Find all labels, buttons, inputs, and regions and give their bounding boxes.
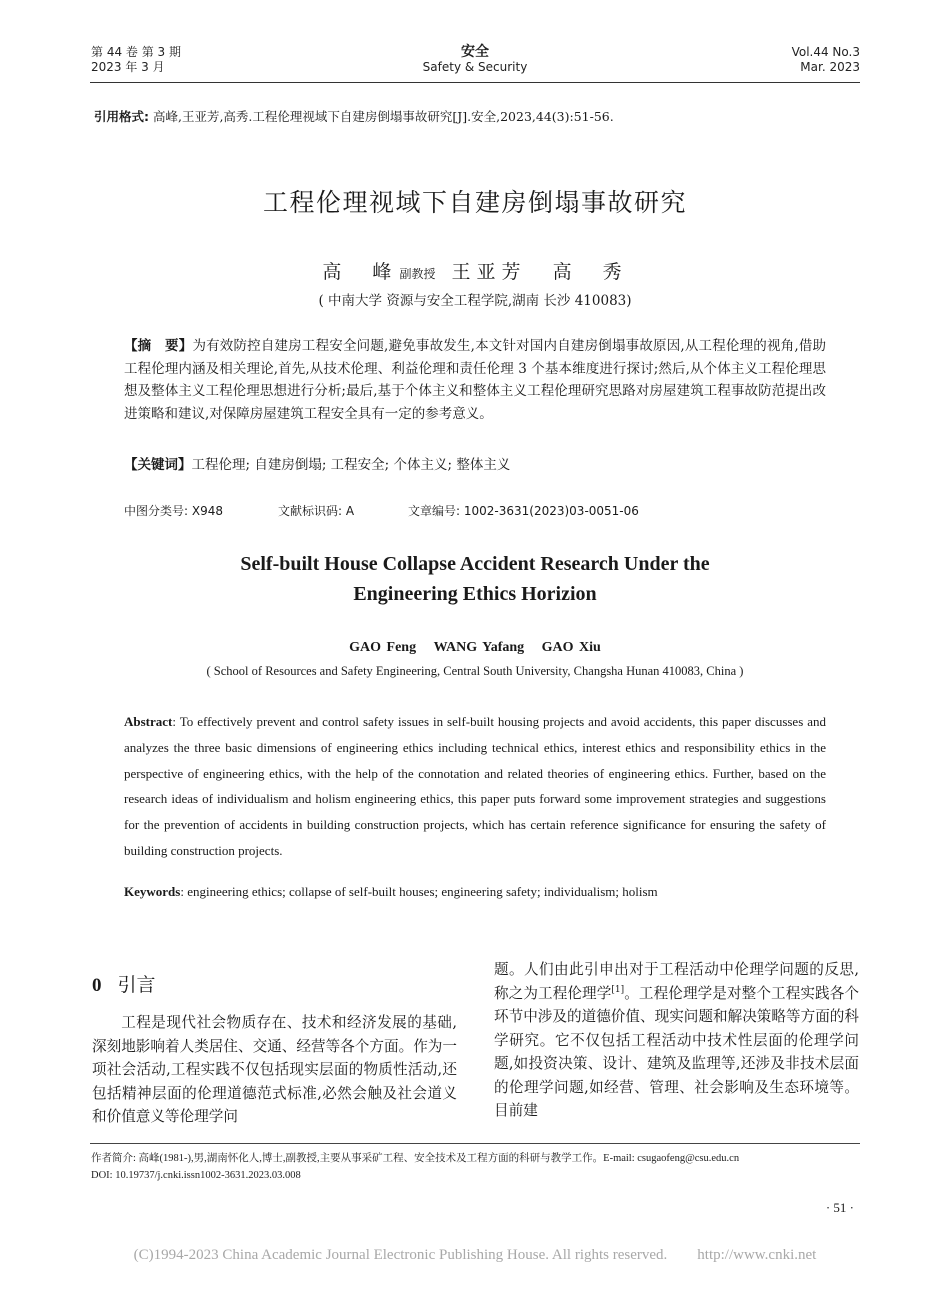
abstract-cn [124, 335, 826, 425]
keywords-text-cn: 工程伦理; 自建房倒塌; 工程安全; 个体主义; 整体主义 [191, 457, 511, 473]
body-text: 题。人们由此引申出对于工程活动中伦理学问题的反思,称之为工程伦理学 [494, 961, 859, 1002]
citation-label: 引用格式: [94, 109, 149, 124]
author-name-en: GAO Xiu [541, 640, 601, 655]
abstract-label-cn: 【摘 要】 [124, 338, 193, 354]
citation-text: 高峰,王亚芳,高秀.工程伦理视域下自建房倒塌事故研究[J].安全,2023,44(3):51-56. [149, 109, 614, 124]
author-list-cn [0, 257, 950, 284]
article-number: 文章编号: 1002-3631(2023)03-0051-06 [408, 504, 639, 518]
volume-issue: 第 44 卷 第 3 期 [91, 45, 181, 59]
title-line: Self-built House Collapse Accident Research Under the [240, 553, 710, 575]
keywords-text-en: : engineering ethics; collapse of self-built houses; engineering safety; individualism; holism [180, 884, 658, 899]
author-name-en: WANG Yafang [433, 640, 525, 655]
author-list-en [0, 640, 950, 656]
doi[interactable]: DOI: 10.19737/j.cnki.issn1002-3631.2023.03.008 [91, 1170, 301, 1181]
body-column-right [494, 958, 859, 1123]
section-number: 0 [92, 975, 102, 996]
document-code: 文献标识码: A [278, 504, 355, 518]
clc-number: 中图分类号: X948 [124, 504, 223, 518]
affiliation-cn: ( 中南大学 资源与安全工程学院,湖南 长沙 410083) [318, 293, 632, 309]
author-footnote: 作者简介: 高峰(1981-),男,湖南怀化人,博士,副教授,主要从事采矿工程、安全技术及工程方面的科研与教学工作。E-mail: csugaofeng@csu.edu.cn [91, 1153, 740, 1164]
paper-title-cn: 工程伦理视域下自建房倒塌事故研究 [262, 188, 687, 217]
abstract-en [124, 709, 826, 864]
author-name-en: GAO Feng [349, 640, 417, 655]
keywords-en [124, 884, 826, 900]
header-divider [90, 82, 860, 83]
abstract-text-en: : To effectively prevent and control safety issues in self-built housing projects and avoid accidents, this paper discusses and analyzes the three basic dimensions of engineering ethics including technical ethics, interest ethics and responsibility ethics in the perspective of engineering ethics, with the help of the connotation and related theories of engineering ethics. Further, based on the research ideas of individualism and holism engineering ethics, this paper puts forward some improvement strategies and suggestions for the prevention of accidents in building construction projects, which has certain reference significance for ensuring the safety of building construction projects. [124, 714, 826, 858]
abstract-label-en: Abstract [124, 714, 173, 729]
keywords-label-en: Keywords [124, 884, 181, 899]
author-name: 高 秀 [552, 261, 628, 283]
page-number: · 51 · [825, 1200, 854, 1215]
journal-issue-info-en [792, 45, 860, 75]
journal-name-cn: 安全 [461, 44, 489, 60]
citation-format [94, 107, 614, 125]
journal-name-en: Safety & Security [422, 60, 528, 74]
abstract-text-cn: 为有效防控自建房工程安全问题,避免事故发生,本文针对国内自建房倒塌事故原因,从工程伦理的视角,借助工程伦理内涵及相关理论,首先,从技术伦理、利益伦理和责任伦理 3 个基本维度进行探讨;然后,从个体主义工程伦理思想及整体主义工程伦理思想进行分析;最后,基于个体主义和整体主义工程伦理研究思路对房屋建筑工程事故防范提出改进策略和建议,对保障房屋建筑工程安全具有一定的参考意义。 [124, 338, 827, 422]
author-name: 高 峰 [322, 261, 398, 283]
cnki-watermark: (C)1994-2023 China Academic Journal Electronic Publishing House. All rights reserved. http://www.cnki.net [133, 1247, 817, 1263]
volume-issue-en: Vol.44 No.3 [791, 45, 860, 59]
section-heading [92, 970, 156, 997]
section-title: 引言 [117, 974, 156, 996]
keywords-label-cn: 【关键词】 [124, 457, 192, 473]
paper-title-en [0, 549, 950, 609]
keywords-cn [124, 454, 826, 476]
publication-date: 2023 年 3 月 [91, 60, 165, 74]
body-column-left: 工程是现代社会物质存在、技术和经济发展的基础,深刻地影响着人类居住、交通、经营等各个方面。作为一项社会活动,工程实践不仅包括现实层面的物质性活动,还包括精神层面的伦理道德范式标准,必然会触及社会道义和价值意义等伦理学问 [92, 1014, 457, 1125]
author-title: 副教授 [399, 267, 436, 281]
body-text: 。工程伦理学是对整个工程实践各个环节中涉及的道德价值、现实问题和解决策略等方面的科学研究。它不仅包括工程活动中技术性层面的伦理学问题,如投资决策、设计、建筑及监理等,还涉及非技术层面的伦理学问题,如经营、管理、社会影响及生态环境等。目前建 [494, 984, 859, 1119]
footnote-divider [90, 1143, 860, 1144]
title-line: Engineering Ethics Horizion [353, 583, 597, 605]
affiliation-en: ( School of Resources and Safety Engineering, Central South University, Changsha Hunan 410083, China ) [206, 664, 744, 678]
publication-date-en: Mar. 2023 [800, 60, 860, 74]
author-name: 王亚芳 [451, 261, 527, 283]
reference-marker[interactable]: [1] [611, 984, 625, 995]
